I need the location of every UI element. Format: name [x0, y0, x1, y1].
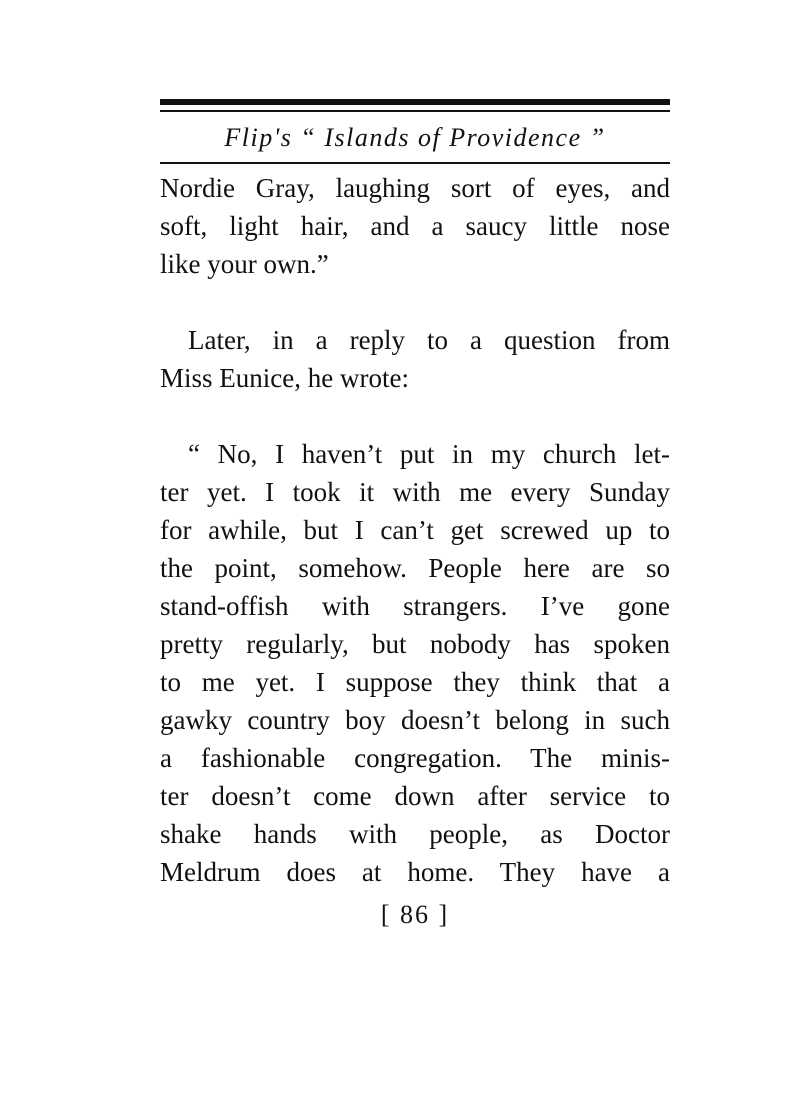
paragraph-gap — [160, 397, 670, 435]
text-line: stand-offish with strangers. I’ve gone — [160, 591, 670, 621]
page-number: [ 86 ] — [380, 900, 450, 929]
text-line: “ No, I haven’t put in my church let- — [188, 439, 670, 469]
text-line: pretty regularly, but nobody has spoken — [160, 629, 670, 659]
text-line: for awhile, but I can’t get screwed up to — [160, 515, 670, 545]
running-head: Flip's “ Islands of Providence ” — [224, 123, 606, 152]
text-line: to me yet. I suppose they think that a — [160, 667, 670, 697]
text-line: Meldrum does at home. They have a — [160, 857, 670, 887]
paragraph-gap — [160, 283, 670, 321]
text-line: Miss Eunice, he wrote: — [160, 363, 409, 393]
text-line: gawky country boy doesn’t belong in such — [160, 705, 670, 735]
header-rule-bottom — [160, 162, 670, 164]
text-line: ter yet. I took it with me every Sunday — [160, 477, 670, 507]
text-line: shake hands with people, as Doctor — [160, 819, 670, 849]
header-rule-thin — [160, 110, 670, 112]
page-body — [160, 169, 670, 891]
text-line: ter doesn’t come down after service to — [160, 781, 670, 811]
text-line: the point, somehow. People here are so — [160, 553, 670, 583]
text-line: soft, light hair, and a saucy little nose — [160, 211, 670, 241]
text-line: Later, in a reply to a question from — [188, 325, 670, 355]
text-line: like your own.” — [160, 249, 329, 279]
header-rule-thick — [160, 99, 670, 105]
text-line: Nordie Gray, laughing sort of eyes, and — [160, 173, 670, 203]
text-line: a fashionable congregation. The minis- — [160, 743, 670, 773]
